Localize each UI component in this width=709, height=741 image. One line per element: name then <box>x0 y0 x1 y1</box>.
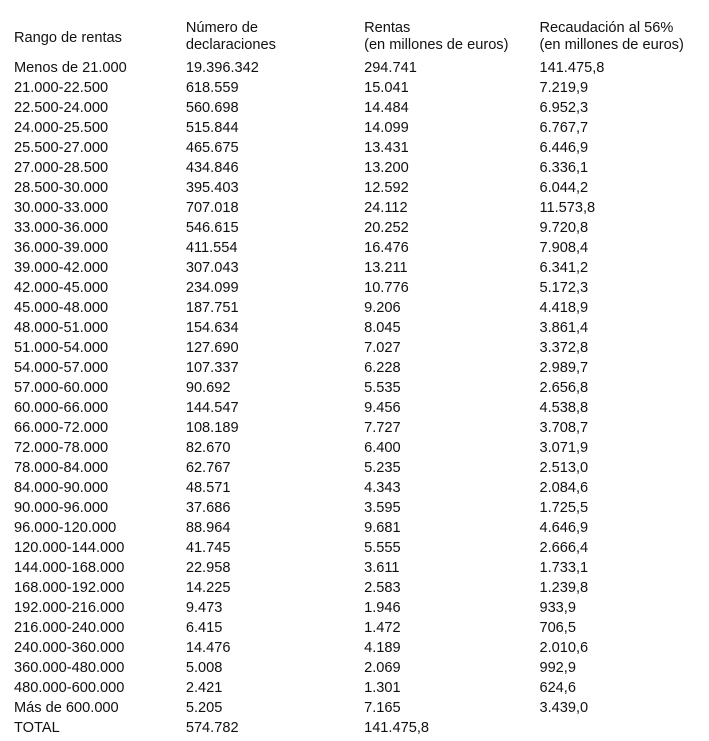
table-row <box>14 578 709 598</box>
table-row <box>14 218 709 238</box>
cell-revenue: 6.336,1 <box>539 160 589 176</box>
cell-declarations: 154.634 <box>185 320 239 336</box>
cell-revenue: 5.172,3 <box>539 280 589 296</box>
header-revenue <box>539 20 709 58</box>
cell-range: 54.000-57.000 <box>14 360 109 376</box>
cell-declarations: 62.767 <box>185 460 231 476</box>
table-row <box>14 618 709 638</box>
cell-declarations: 107.337 <box>185 360 239 376</box>
cell-income: 12.592 <box>364 180 409 196</box>
cell-declarations: 411.554 <box>185 240 238 256</box>
income-tax-table <box>14 20 709 738</box>
cell-income: 9.681 <box>364 520 401 536</box>
cell-declarations: 515.844 <box>185 120 239 136</box>
cell-range: 60.000-66.000 <box>14 400 109 416</box>
cell-range: 72.000-78.000 <box>14 440 109 456</box>
cell-revenue: 9.720,8 <box>539 220 589 236</box>
table-row <box>14 538 709 558</box>
cell-declarations: 19.396.342 <box>185 60 259 76</box>
cell-income: 9.206 <box>364 300 401 316</box>
cell-declarations: 307.043 <box>185 260 239 276</box>
cell-income: 6.400 <box>364 440 401 456</box>
cell-income: 294.741 <box>364 60 417 76</box>
cell-income: 10.776 <box>364 280 409 296</box>
cell-revenue <box>539 718 709 738</box>
cell-revenue: 6.446,9 <box>539 140 589 156</box>
cell-range: 120.000-144.000 <box>14 540 125 556</box>
cell-income: 13.211 <box>364 260 408 276</box>
cell-range: 39.000-42.000 <box>14 260 109 276</box>
cell-income: 6.228 <box>364 360 401 376</box>
cell-income: 13.431 <box>364 140 409 156</box>
table-row <box>14 178 709 198</box>
cell-income: 5.535 <box>364 380 401 396</box>
table-row <box>14 238 709 258</box>
cell-revenue: 2.010,6 <box>539 640 589 656</box>
cell-income: 24.112 <box>364 200 408 216</box>
cell-revenue: 1.725,5 <box>539 500 589 516</box>
cell-income: 3.595 <box>364 500 401 516</box>
cell-declarations: 14.225 <box>185 580 231 596</box>
cell-revenue: 4.538,8 <box>539 400 589 416</box>
cell-declarations: 434.846 <box>185 160 239 176</box>
cell-declarations: 127.690 <box>185 340 239 356</box>
cell-revenue: 2.513,0 <box>539 460 589 476</box>
cell-declarations: 395.403 <box>185 180 239 196</box>
cell-revenue: 3.861,4 <box>539 320 589 336</box>
cell-income: 1.301 <box>364 680 401 696</box>
cell-range: 42.000-45.000 <box>14 280 109 296</box>
cell-revenue: 2.084,6 <box>539 480 589 496</box>
cell-declarations: 22.958 <box>185 560 231 576</box>
cell-income: 7.027 <box>364 340 401 356</box>
table-header <box>14 20 709 58</box>
cell-range: 27.000-28.500 <box>14 160 109 176</box>
cell-income: 7.727 <box>364 420 401 436</box>
cell-revenue: 992,9 <box>539 660 576 676</box>
table-row <box>14 118 709 138</box>
table-row <box>14 478 709 498</box>
header-revenue-line1: Recaudación al 56% <box>539 20 674 36</box>
cell-revenue: 6.341,2 <box>539 260 589 276</box>
cell-declarations: 187.751 <box>185 300 239 316</box>
cell-range: 84.000-90.000 <box>14 480 109 496</box>
cell-range: 240.000-360.000 <box>14 640 125 656</box>
table-row <box>14 58 709 78</box>
table-row <box>14 198 709 218</box>
table-row <box>14 498 709 518</box>
cell-declarations: 560.698 <box>185 100 239 116</box>
cell-range: TOTAL <box>14 720 60 736</box>
cell-range: 21.000-22.500 <box>14 80 109 96</box>
cell-income: 20.252 <box>364 220 409 236</box>
cell-declarations: 108.189 <box>185 420 239 436</box>
cell-income: 5.235 <box>364 460 401 476</box>
cell-declarations: 88.964 <box>185 520 231 536</box>
table-row <box>14 698 709 718</box>
table-row <box>14 418 709 438</box>
cell-declarations: 5.205 <box>185 700 223 716</box>
cell-declarations: 48.571 <box>185 480 231 496</box>
cell-range: 90.000-96.000 <box>14 500 109 516</box>
cell-range: 66.000-72.000 <box>14 420 109 436</box>
table-row <box>14 638 709 658</box>
table-row <box>14 458 709 478</box>
cell-income: 13.200 <box>364 160 409 176</box>
cell-revenue: 933,9 <box>539 600 576 616</box>
cell-range: 33.000-36.000 <box>14 220 109 236</box>
cell-range: 57.000-60.000 <box>14 380 109 396</box>
cell-declarations: 234.099 <box>185 280 239 296</box>
cell-declarations: 618.559 <box>185 80 239 96</box>
cell-income: 2.069 <box>364 660 401 676</box>
header-revenue-line2: (en millones de euros) <box>539 37 684 53</box>
total-row <box>14 718 709 738</box>
cell-range: 25.500-27.000 <box>14 140 109 156</box>
table-row <box>14 678 709 698</box>
cell-range: 216.000-240.000 <box>14 620 125 636</box>
cell-income: 2.583 <box>364 580 401 596</box>
table-row <box>14 98 709 118</box>
cell-revenue: 2.989,7 <box>539 360 589 376</box>
cell-revenue: 3.372,8 <box>539 340 589 356</box>
cell-range: Más de 600.000 <box>14 700 119 716</box>
table-row <box>14 358 709 378</box>
cell-range: 480.000-600.000 <box>14 680 125 696</box>
cell-revenue: 11.573,8 <box>539 200 596 216</box>
cell-declarations: 2.421 <box>185 680 223 696</box>
cell-income: 9.456 <box>364 400 401 416</box>
header-income <box>364 20 539 58</box>
cell-range: 28.500-30.000 <box>14 180 109 196</box>
cell-revenue: 3.071,9 <box>539 440 589 456</box>
cell-declarations: 144.547 <box>185 400 239 416</box>
header-range-label: Rango de rentas <box>14 30 122 46</box>
table-row <box>14 658 709 678</box>
cell-revenue: 706,5 <box>539 620 576 636</box>
cell-declarations: 707.018 <box>185 200 239 216</box>
cell-revenue: 7.908,4 <box>539 240 589 256</box>
table-row <box>14 398 709 418</box>
cell-range: 30.000-33.000 <box>14 200 109 216</box>
table-row <box>14 298 709 318</box>
cell-range: 144.000-168.000 <box>14 560 125 576</box>
cell-revenue: 7.219,9 <box>539 80 589 96</box>
table-row <box>14 158 709 178</box>
cell-range: 78.000-84.000 <box>14 460 109 476</box>
cell-income: 14.099 <box>364 120 409 136</box>
cell-range: 168.000-192.000 <box>14 580 125 596</box>
cell-income: 4.343 <box>364 480 401 496</box>
cell-range: Menos de 21.000 <box>14 60 127 76</box>
cell-revenue: 2.656,8 <box>539 380 589 396</box>
cell-revenue: 2.666,4 <box>539 540 589 556</box>
header-declarations-line1: Número de <box>185 20 259 36</box>
cell-income: 7.165 <box>364 700 401 716</box>
cell-declarations: 14.476 <box>185 640 231 656</box>
table-row <box>14 598 709 618</box>
cell-revenue: 6.767,7 <box>539 120 589 136</box>
cell-revenue: 3.439,0 <box>539 700 589 716</box>
cell-revenue: 1.239,8 <box>539 580 589 596</box>
table-row <box>14 378 709 398</box>
cell-declarations: 5.008 <box>185 660 223 676</box>
cell-income: 1.472 <box>364 620 401 636</box>
cell-income: 8.045 <box>364 320 401 336</box>
cell-range: 51.000-54.000 <box>14 340 109 356</box>
cell-income: 141.475,8 <box>364 720 430 736</box>
header-row <box>14 20 709 58</box>
cell-revenue: 6.044,2 <box>539 180 589 196</box>
cell-range: 24.000-25.500 <box>14 120 109 136</box>
cell-declarations: 90.692 <box>185 380 231 396</box>
cell-range: 192.000-216.000 <box>14 600 125 616</box>
header-income-line1: Rentas <box>364 20 411 36</box>
cell-revenue: 3.708,7 <box>539 420 589 436</box>
cell-range: 22.500-24.000 <box>14 100 109 116</box>
cell-range: 96.000-120.000 <box>14 520 117 536</box>
cell-range: 360.000-480.000 <box>14 660 125 676</box>
cell-income: 4.189 <box>364 640 401 656</box>
cell-revenue: 624,6 <box>539 680 576 696</box>
cell-declarations: 574.782 <box>185 720 239 736</box>
cell-range: 36.000-39.000 <box>14 240 109 256</box>
table-row <box>14 278 709 298</box>
cell-declarations: 546.615 <box>185 220 239 236</box>
cell-declarations: 6.415 <box>185 620 223 636</box>
cell-range: 45.000-48.000 <box>14 300 109 316</box>
cell-declarations: 37.686 <box>185 500 231 516</box>
cell-income: 5.555 <box>364 540 401 556</box>
header-range <box>14 20 186 58</box>
table-row <box>14 138 709 158</box>
cell-income: 3.611 <box>364 560 400 576</box>
cell-declarations: 41.745 <box>185 540 231 556</box>
table-row <box>14 78 709 98</box>
table-row <box>14 258 709 278</box>
cell-declarations: 82.670 <box>185 440 231 456</box>
cell-revenue: 1.733,1 <box>539 560 589 576</box>
cell-income: 1.946 <box>364 600 401 616</box>
cell-revenue: 4.418,9 <box>539 300 589 316</box>
cell-income: 15.041 <box>364 80 409 96</box>
cell-income: 14.484 <box>364 100 409 116</box>
header-declarations-line2: declaraciones <box>185 37 276 53</box>
table-row <box>14 438 709 458</box>
table-row <box>14 318 709 338</box>
table-row <box>14 518 709 538</box>
table-row <box>14 338 709 358</box>
header-declarations <box>186 20 364 58</box>
cell-revenue: 4.646,9 <box>539 520 589 536</box>
header-income-line2: (en millones de euros) <box>364 37 509 53</box>
cell-range: 48.000-51.000 <box>14 320 109 336</box>
cell-revenue: 6.952,3 <box>539 100 589 116</box>
table-row <box>14 558 709 578</box>
cell-declarations: 9.473 <box>185 600 223 616</box>
table-body <box>14 58 709 738</box>
cell-income: 16.476 <box>364 240 409 256</box>
cell-declarations: 465.675 <box>185 140 239 156</box>
cell-revenue: 141.475,8 <box>539 60 605 76</box>
